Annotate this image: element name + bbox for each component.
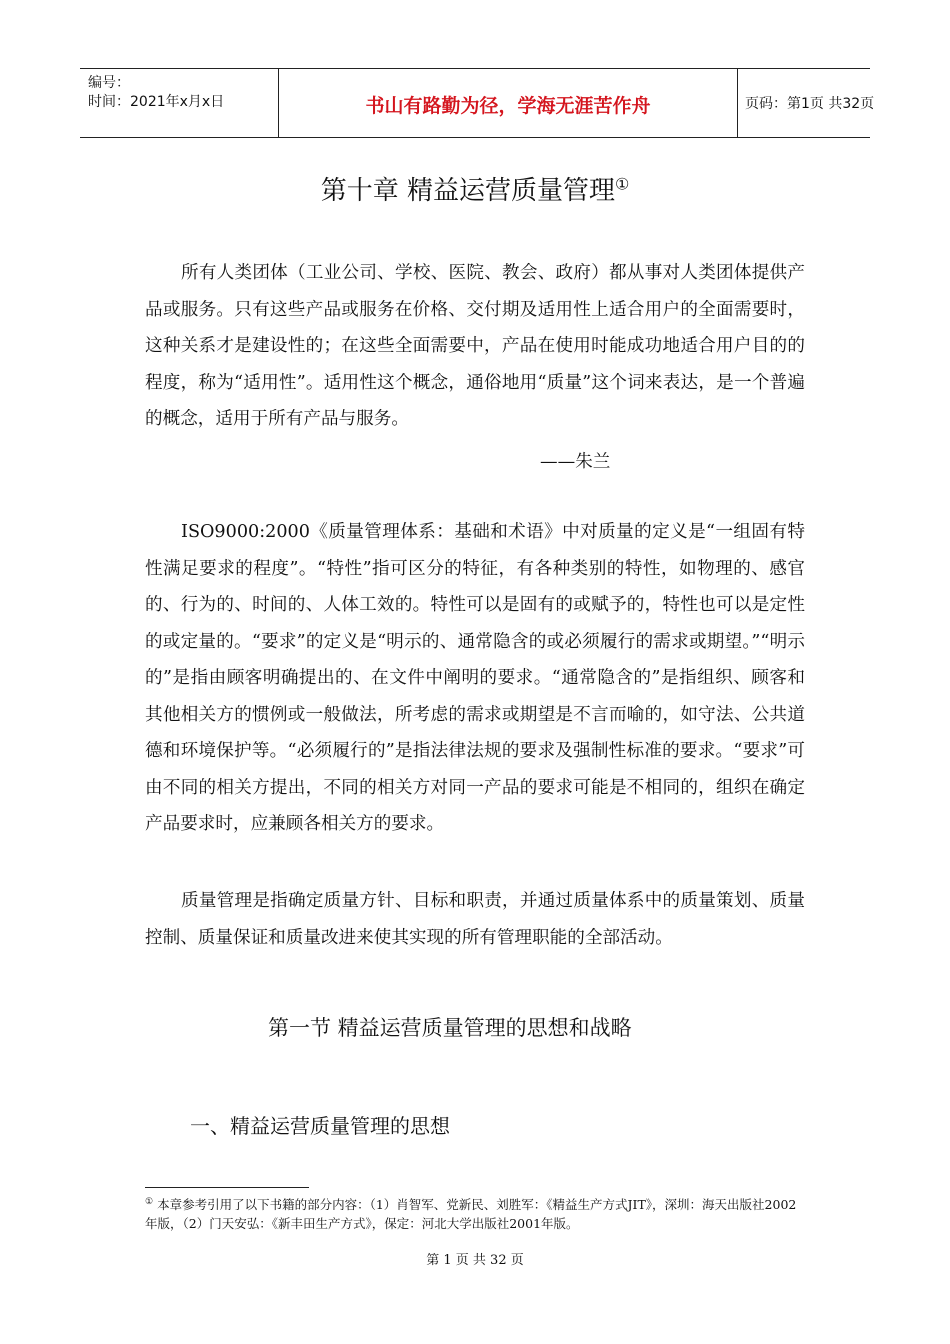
header-motto: 书山有路勤为径，学海无涯苦作舟 (365, 95, 651, 117)
footnote-mark: ① (145, 1197, 154, 1207)
chapter-footnote-mark: ① (614, 174, 630, 194)
header-page-cell (737, 69, 875, 137)
header-motto-cell (278, 69, 738, 137)
document-number-label: 编号： (88, 75, 130, 91)
footnote-text: 本章参考引用了以下书籍的部分内容：（1）肖智军、党新民、刘胜军：《精益生产方式JIT》，深圳：海天出版社2002年版，（2）门天安弘：《新丰田生产方式》，保定：河北大学出版社2001年版。 (145, 1197, 797, 1232)
chapter-title-text: 第十章 精益运营质量管理 (320, 176, 615, 206)
quality-management-paragraph: 质量管理是指确定质量方针、目标和职责，并通过质量体系中的质量策划、质量控制、质量保证和质量改进来使其实现的所有管理职能的全部活动。 (145, 891, 805, 948)
footnote (145, 1193, 805, 1233)
header-page-label: 页码：第1页 共32页 (745, 96, 875, 112)
document-time-label: 时间：2021年x月x日 (88, 94, 225, 110)
subsection-title: 一、精益运营质量管理的思想 (190, 1114, 450, 1138)
footnote-divider (145, 1187, 309, 1188)
section-title: 第一节 精益运营质量管理的思想和战略 (268, 1016, 632, 1040)
header-left-cell (80, 69, 278, 137)
quote-attribution: ——朱兰 (540, 452, 611, 472)
iso-definition-paragraph: ISO9000:2000《质量管理体系：基础和术语》中对质量的定义是“一组固有特性满足要求的程度”。“特性”指可区分的特征，有各种类别的特性，如物理的、感官的、行为的、时间的、人体工效的。特性可以是固有的或赋予的，特性也可以是定性的或定量的。“要求”的定义是“明示的、通常隐含的或必须履行的需求或期望。”“明示的”是指由顾客明确提出的、在文件中阐明的要求。“通常隐含的”是指组织、顾客和其他相关方的惯例或一般做法，所考虑的需求或期望是不言而喻的，如守法、公共道德和环境保护等。“必须履行的”是指法律法规的要求及强制性标准的要求。“要求”可由不同的相关方提出，不同的相关方对同一产品的要求可能是不相同的，组织在确定产品要求时，应兼顾各相关方的要求。 (145, 522, 805, 834)
page-number: 第 1 页 共 32 页 (426, 1253, 524, 1268)
chapter-title (0, 170, 950, 207)
quote-paragraph: 所有人类团体（工业公司、学校、医院、教会、政府）都从事对人类团体提供产品或服务。只有这些产品或服务在价格、交付期及适用性上适合用户的全面需要时，这种关系才是建设性的；在这些全面需要中，产品在使用时能成功地适合用户目的的程度，称为“适用性”。适用性这个概念，通俗地用“质量”这个词来表达，是一个普遍的概念，适用于所有产品与服务。 (145, 263, 805, 429)
document-header (80, 68, 875, 138)
